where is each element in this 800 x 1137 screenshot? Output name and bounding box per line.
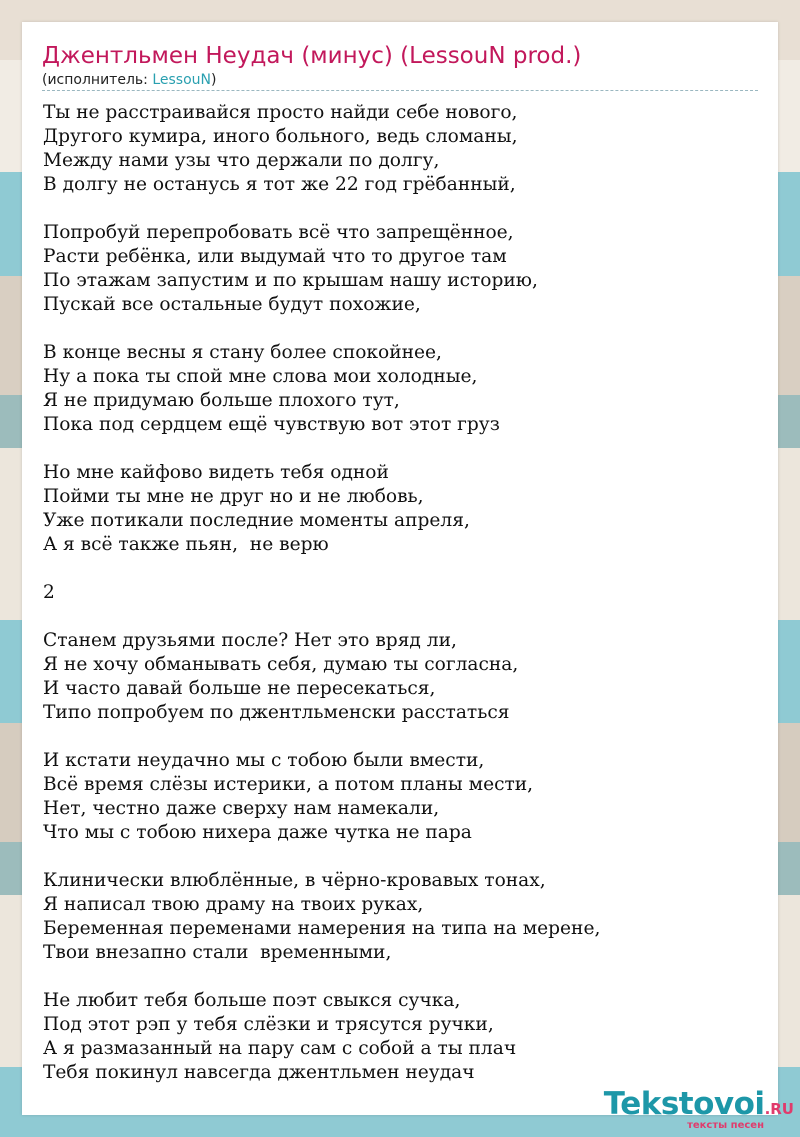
lyric-line: Между нами узы что держали по долгу, — [43, 150, 440, 171]
lyric-line: Беременная переменами намерения на типа на мерене, — [43, 918, 601, 939]
lyric-line: Тебя покинул навсегда джентльмен неудач — [43, 1062, 475, 1083]
lyric-line: Под этот рэп у тебя слёзки и трясутся ручки, — [43, 1014, 494, 1035]
lyric-line: Пойми ты мне не друг но и не любовь, — [43, 486, 424, 507]
lyric-line: Уже потикали последние моменты апреля, — [43, 510, 470, 531]
lyric-line: И часто давай больше не пересекаться, — [43, 678, 436, 699]
logo-domain: .RU — [764, 1100, 794, 1118]
lyric-line: По этажам запустим и по крышам нашу историю, — [43, 270, 538, 291]
site-logo[interactable] — [603, 1086, 794, 1131]
lyric-line: Другого кумира, иного больного, ведь сломаны, — [43, 126, 518, 147]
stanza-gap — [43, 437, 763, 461]
lyric-line: Клинически влюблённые, в чёрно-кровавых тонах, — [43, 870, 546, 891]
artist-link[interactable]: LessouN — [152, 72, 211, 88]
stanza-gap — [43, 557, 763, 581]
lyric-line: Твои внезапно стали временными, — [43, 942, 392, 963]
song-title: Джентльмен Неудач (минус) (LessouN prod.) — [42, 43, 582, 69]
lyric-line: Станем друзьями после? Нет это вряд ли, — [43, 630, 457, 651]
lyric-line: Ты не расстраивайся просто найди себе нового, — [43, 102, 518, 123]
logo-wordmark: Tekstovoi — [603, 1086, 765, 1122]
lyric-line: Всё время слёзы истерики, а потом планы мести, — [43, 774, 534, 795]
lyric-line: Я не придумаю больше плохого тут, — [43, 390, 400, 411]
lyric-line: Нет, честно даже сверху нам намекали, — [43, 798, 440, 819]
lyric-line: Я написал твою драму на твоих руках, — [43, 894, 424, 915]
stanza-gap — [43, 725, 763, 749]
artist-line — [42, 71, 216, 89]
lyric-line: В конце весны я стану более спокойнее, — [43, 342, 442, 363]
lyric-line: Ну а пока ты спой мне слова мои холодные, — [43, 366, 478, 387]
lyrics-text — [43, 101, 763, 1085]
lyric-line: Попробуй перепробовать всё что запрещённое, — [43, 222, 514, 243]
lyric-line: Но мне кайфово видеть тебя одной — [43, 462, 389, 483]
lyric-line: Расти ребёнка, или выдумай что то другое там — [43, 246, 507, 267]
lyric-line: Что мы с тобою нихера даже чутка не пара — [43, 822, 472, 843]
lyric-line: 2 — [43, 582, 55, 603]
lyric-line: В долгу не останусь я тот же 22 год грёбанный, — [43, 174, 516, 195]
lyric-line: А я размазанный на пару сам с собой а ты плач — [43, 1038, 517, 1059]
logo-tagline: тексты песен — [687, 1120, 764, 1131]
stanza-gap — [43, 965, 763, 989]
lyric-line: Пока под сердцем ещё чувствую вот этот груз — [43, 414, 500, 435]
lyric-line: Не любит тебя больше поэт свыкся сучка, — [43, 990, 461, 1011]
artist-suffix: ) — [210, 72, 217, 88]
artist-prefix: (исполнитель: — [42, 72, 153, 88]
title-divider — [42, 90, 758, 91]
lyric-line: И кстати неудачно мы с тобою были вмести, — [43, 750, 485, 771]
lyric-line: Я не хочу обманывать себя, думаю ты согласна, — [43, 654, 519, 675]
stanza-gap — [43, 845, 763, 869]
stanza-gap — [43, 317, 763, 341]
stanza-gap — [43, 605, 763, 629]
lyrics-card — [22, 22, 778, 1115]
lyric-line: Типо попробуем по джентльменски расстаться — [43, 702, 510, 723]
stanza-gap — [43, 197, 763, 221]
lyric-line: Пускай все остальные будут похожие, — [43, 294, 421, 315]
lyric-line: А я всё также пьян, не верю — [43, 534, 329, 555]
